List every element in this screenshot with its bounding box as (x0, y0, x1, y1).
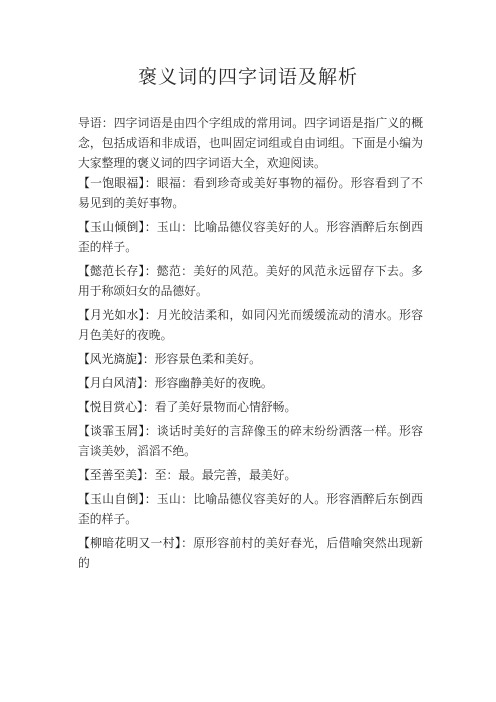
entry-paragraph (78, 533, 423, 573)
document-title: 褒义词的四字词语及解析 (137, 66, 358, 88)
entry-definition: 玉山：比喻品德仪容美好的人。形容酒醉后东倒西歪的样子。 (78, 220, 423, 254)
entry-definition: 眼福：看到珍奇或美好事物的福份。形容看到了不易见到的美好事物。 (78, 176, 423, 210)
entry-definition: 看了美好景物而心情舒畅。 (154, 400, 297, 414)
entry-term: 【悦目赏心】： (78, 400, 155, 414)
entry-paragraph (78, 373, 423, 393)
entry-paragraph (78, 305, 423, 345)
entry-definition: 形容幽静美好的夜晚。 (154, 376, 273, 390)
entry-paragraph (78, 421, 423, 461)
entry-definition: 懿范：美好的风范。美好的风范永远留存下去。多用于称颂妇女的品德好。 (78, 264, 423, 298)
entry-definition: 月光皎洁柔和，如同闪光而缓缓流动的清水。形容月色美好的夜晚。 (78, 308, 423, 342)
entry-paragraph (78, 397, 423, 417)
entry-paragraph (78, 349, 423, 369)
entry-term: 【月白风清】： (78, 376, 155, 390)
entry-term: 【懿范长存】： (78, 264, 157, 278)
entry-term: 【谈霏玉屑】： (78, 424, 157, 438)
entry-paragraph (78, 261, 423, 301)
entry-definition: 谈话时美好的言辞像玉的碎末纷纷洒落一样。形容言谈美妙，滔滔不绝。 (78, 424, 423, 458)
entry-definition: 至：最。最完善，最美好。 (154, 468, 297, 482)
document-body (78, 113, 423, 577)
entry-term: 【风光旖旎】： (78, 352, 155, 366)
entry-list (78, 173, 423, 573)
entry-term: 【柳暗花明又一村】： (78, 536, 194, 550)
entry-definition: 玉山：比喻品德仪容美好的人。形容酒醉后东倒西歪的样子。 (78, 492, 423, 526)
entry-term: 【玉山倾倒】： (78, 220, 157, 234)
entry-paragraph (78, 173, 423, 213)
entry-definition: 原形容前村的美好春光，后借喻突然出现新的 (78, 536, 423, 570)
entry-term: 【一饱眼福】： (78, 176, 157, 190)
entry-paragraph (78, 465, 423, 485)
entry-paragraph (78, 217, 423, 257)
intro-paragraph: 导语：四字词语是由四个字组成的常用词。四字词语是指广义的概念，包括成语和非成语，也叫固定词组或自由词组。下面是小编为大家整理的褒义词的四字词语大全，欢迎阅读。 (78, 116, 423, 170)
entry-term: 【至善至美】： (78, 468, 155, 482)
entry-term: 【月光如水】： (78, 308, 157, 322)
entry-definition: 形容景色柔和美好。 (154, 352, 261, 366)
entry-paragraph (78, 489, 423, 529)
entry-term: 【玉山自倒】： (78, 492, 157, 506)
